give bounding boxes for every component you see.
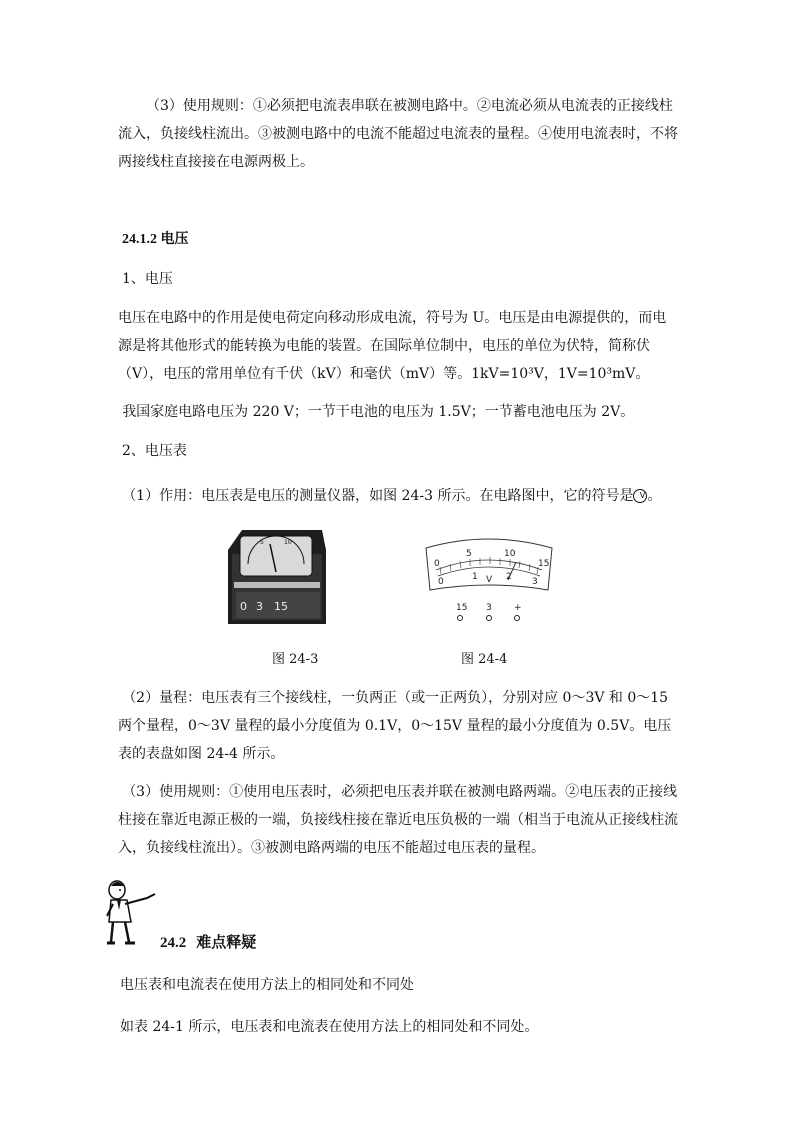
fig2-inner-0: 0 [438,577,444,587]
fig2-outer-10: 10 [504,549,516,559]
figure-caption-24-3: 图 24-3 [272,652,319,667]
section-number: 24.2 [160,935,187,951]
fig1-label-5: 5 [260,539,264,546]
household-voltage-paragraph: 我国家庭电路电压为 220 V；一节干电池的电压为 1.5V；一节蓄电池电压为 2V。 [122,404,635,420]
figure-caption-24-4: 图 24-4 [461,652,508,667]
difficulty-paragraph: 如表 24-1 所示，电压表和电流表在使用方法上的相同处和不同处。 [120,1019,539,1035]
fig2-terminal-plus: + [514,603,522,613]
section-heading-voltage: 24.1.2 电压 [122,232,189,247]
voltmeter-rules-paragraph: （3）使用规则：①使用电压表时，必须把电压表并联在被测电路两端。②电压表的正接线柱接在靠近电源正极的一端，负接线柱接在靠近电压负极的一端（相当于电流从正接线柱流入，负接线柱流出）。③被测电路两端的电压不能超过电压表的量程。 [118,784,678,856]
pointing-man-icon [103,880,159,946]
fig2-outer-0: 0 [434,559,440,569]
fig1-terminal-0: 0 [240,600,247,613]
voltmeter-function-text: （1）作用：电压表是电压的测量仪器，如图 24-3 所示。在电路图中，它的符号是 [122,488,634,504]
fig2-terminal-3: 3 [486,603,492,613]
current-rules-paragraph: （3）使用规则：①必须把电流表串联在被测电路中。②电流必须从电流表的正接线柱流入，负接线柱流出。③被测电路中的电流不能超过电流表的量程。④使用电流表时，不将两接线柱直接接在电源两极上。 [118,98,678,170]
voltmeter-function-paragraph [118,482,678,510]
voltmeter-range-paragraph: （2）量程：电压表有三个接线柱，一负两正（或一正两负），分别对应 0～3V 和 0～15 两个量程，0～3V 量程的最小分度值为 0.1V，0～15V 量程的最小分度值为 0.5V。电压表的表盘如图 24-4 所示。 [118,690,672,762]
fig2-inner-2: 2 [506,572,512,582]
fig1-label-10: 10 [284,539,292,546]
voltmeter-photo-figure [222,528,328,628]
subheading-voltage: 1、电压 [122,271,173,287]
fig2-outer-15: 15 [538,559,550,569]
fig2-inner-3: 3 [532,577,538,587]
subheading-voltmeter: 2、电压表 [122,443,187,459]
voltage-definition-paragraph [118,304,678,388]
fig2-unit: V [486,575,493,585]
difficulty-subheading: 电压表和电流表在使用方法上的相同处和不同处 [120,977,414,993]
voltmeter-function-end: 。 [647,488,662,504]
fig2-outer-5: 5 [466,549,472,559]
section-heading-difficulty [160,931,256,952]
fig2-inner-1: 1 [472,572,478,582]
section-title: 难点释疑 [196,935,257,951]
fig1-terminal-15: 15 [274,600,288,613]
voltage-definition-text: 电压在电路中的作用是使电荷定向移动形成电流，符号为 U。电压是由电源提供的，而电源是将其他形式的能转换为电能的装置。在国际单位制中，电压的单位为伏特，简称伏（V），电压的常用单位有千伏（kV）和毫伏（mV）等。1kV=10³V，1V=10³mV。 [118,310,667,382]
voltmeter-symbol-icon: V [633,489,647,503]
fig2-terminal-15: 15 [456,603,468,613]
fig1-terminal-3: 3 [256,600,263,613]
voltmeter-dial-figure [418,536,560,626]
